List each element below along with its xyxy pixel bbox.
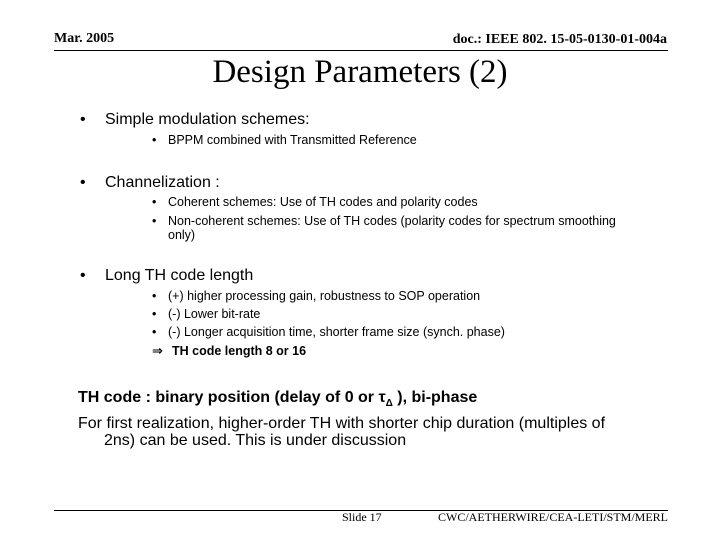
sub-bullet-marker: • (152, 289, 157, 303)
slide-number: Slide 17 (342, 510, 382, 524)
sub-bullet-text: Non-coherent schemes: Use of TH codes (polarity codes for spectrum smoothing (168, 214, 616, 228)
th-code-suffix: ), bi-phase (392, 389, 478, 406)
tau-subscript: Δ (385, 398, 393, 410)
sub-bullet-text: (+) higher processing gain, robustness to SOP operation (168, 289, 481, 303)
bullet-label: Simple modulation schemes: (105, 111, 310, 128)
sub-bullet-marker: • (152, 214, 157, 228)
header-doc-id: doc.: IEEE 802. 15-05-0130-01-004a (452, 32, 667, 47)
sub-bullet-text: BPPM combined with Transmitted Reference (168, 133, 417, 147)
bullet-marker: • (80, 267, 86, 284)
sub-bullet-text-continued: only) (168, 228, 196, 242)
sub-bullet-marker: • (152, 133, 157, 147)
bullet-marker: • (80, 174, 86, 191)
th-code-prefix: TH code : binary position (delay of 0 or (78, 389, 379, 406)
bullet-label: Channelization : (105, 174, 220, 191)
sub-bullet-marker: • (152, 325, 157, 339)
sub-bullet-text: (-) Longer acquisition time, shorter frame size (synch. phase) (168, 325, 505, 339)
conclusion-text: TH code length 8 or 16 (172, 344, 307, 358)
bullet-marker: • (80, 111, 86, 128)
th-code-definition (78, 389, 477, 409)
header-date: Mar. 2005 (54, 31, 115, 46)
header-divider (54, 50, 668, 51)
note-line-1: For first realization, higher-order TH with shorter chip duration (multiples of (78, 415, 606, 432)
sub-bullet-text: (-) Lower bit-rate (168, 307, 261, 321)
implies-arrow-icon: ⇒ (152, 343, 163, 358)
tau-symbol: τ (378, 389, 386, 406)
bullet-label: Long TH code length (105, 267, 254, 284)
sub-bullet-marker: • (152, 195, 157, 209)
slide-title: Design Parameters (2) (212, 54, 508, 90)
sub-bullet-text: Coherent schemes: Use of TH codes and polarity codes (168, 195, 478, 209)
footer-organizations: CWC/AETHERWIRE/CEA-LETI/STM/MERL (438, 510, 668, 524)
sub-bullet-marker: • (152, 307, 157, 321)
note-line-2: 2ns) can be used. This is under discussion (104, 432, 407, 449)
